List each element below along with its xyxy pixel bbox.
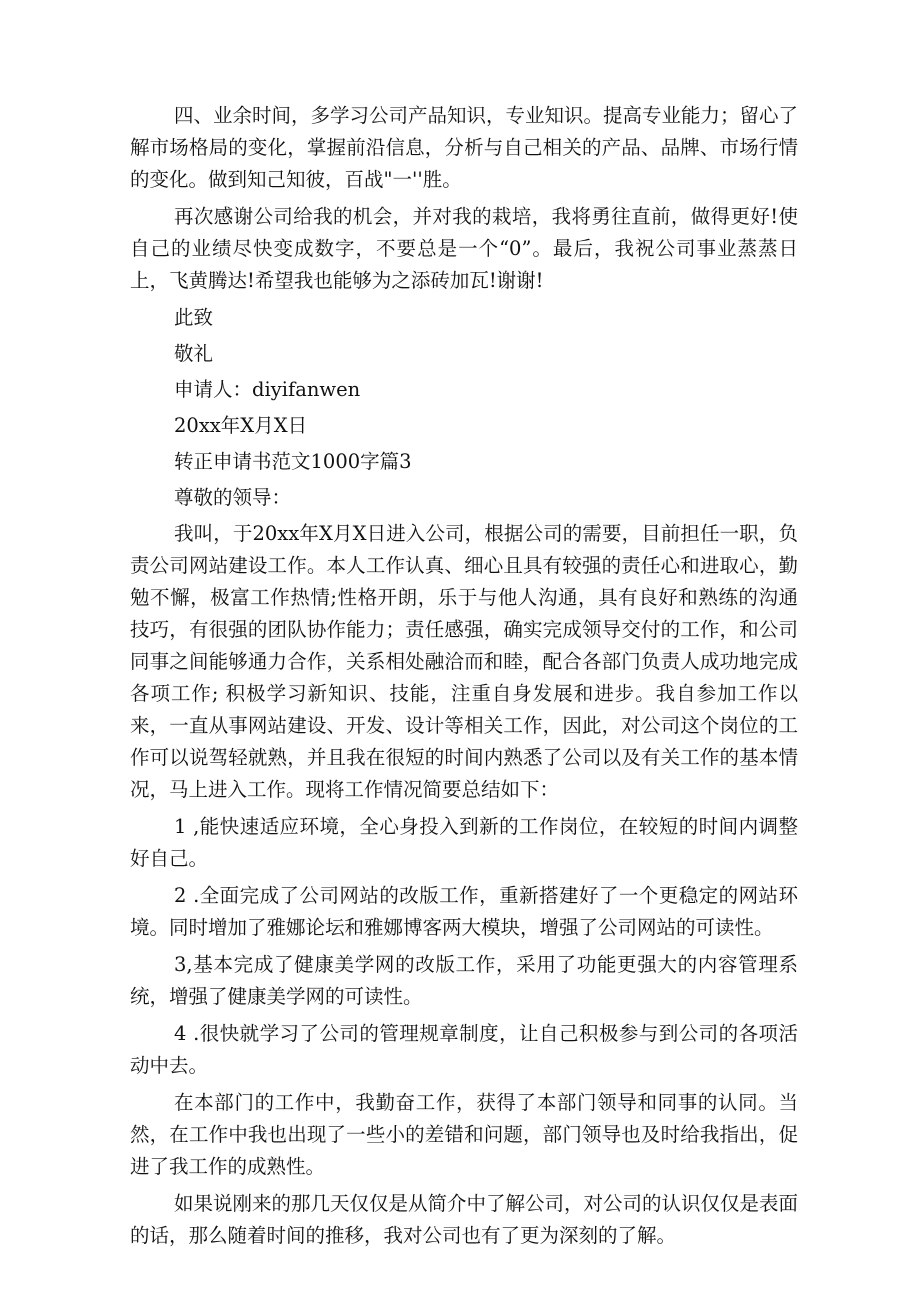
list-item-3: 3,基本完成了健康美学网的改版工作，采用了功能更强大的内容管理系统，增强了健康美学网的可读性。 [130,953,798,1008]
paragraph-self-introduction: 我叫，于20xx年X月X日进入公司，根据公司的需要，目前担任一职，负责公司网站建设工作。本人工作认真、细心且具有较强的责任心和进取心，勤勉不懈，极富工作热情;性格开朗，乐于与他人沟通，具有良好和熟练的沟通技巧，有很强的团队协作能力；责任感强，确实完成领导交付的工作，和公司同事之间能够通力合作，关系相处融洽而和睦，配合各部门负责人成功地完成各项工作; 积极学习新知识、技能，注重自身发展和进步。我自参加工作以来，一直从事网站建设、开发、设计等相关工作，因此，对公司这个岗位的工作可以说驾轻就熟，并且我在很短的时间内熟悉了公司以及有关工作的基本情况，马上进入工作。现将工作情况简要总结如下： [130,522,798,801]
list-item-1: 1 ,能快速适应环境，全心身投入到新的工作岗位，在较短的时间内调整好自己。 [130,815,798,870]
document-page [130,100,798,1257]
paragraph-thanks: 再次感谢公司给我的机会，并对我的栽培，我将勇往直前，做得更好!使自己的业绩尽快变成数字，不要总是一个“0”。最后，我祝公司事业蒸蒸日上，飞黄腾达!希望我也能够为之添砖加瓦!谢谢! [130,205,798,292]
application-date: 20xx年X月X日 [174,414,308,437]
list-item-4: 4 .很快就学习了公司的管理规章制度，让自己积极参与到公司的各项活动中去。 [130,1022,798,1077]
paragraph-company-understanding: 如果说刚来的那几天仅仅是从简介中了解公司，对公司的认识仅仅是表面的话，那么随着时间的推移，我对公司也有了更为深刻的了解。 [130,1192,799,1247]
paragraph-department-work: 在本部门的工作中，我勤奋工作，获得了本部门领导和同事的认同。当然，在工作中我也出现了一些小的差错和问题，部门领导也及时给我指出，促进了我工作的成熟性。 [130,1091,798,1178]
section-title: 转正申请书范文1000字篇3 [174,450,412,473]
closing-salutation: 此致 [174,306,214,329]
list-item-2: 2 .全面完成了公司网站的改版工作，重新搭建好了一个更稳定的网站环境。同时增加了雅娜论坛和雅娜博客两大模块，增强了公司网站的可读性。 [130,884,798,939]
applicant-signature: 申请人：diyifanwen [174,378,361,401]
closing-respect: 敬礼 [174,342,214,365]
paragraph-spare-time-study: 四、业余时间，多学习公司产品知识，专业知识。提高专业能力；留心了解市场格局的变化，掌握前沿信息，分析与自己相关的产品、品牌、市场行情的变化。做到知己知彼，百战"一''胜。 [130,104,799,191]
greeting: 尊敬的领导： [174,486,292,509]
